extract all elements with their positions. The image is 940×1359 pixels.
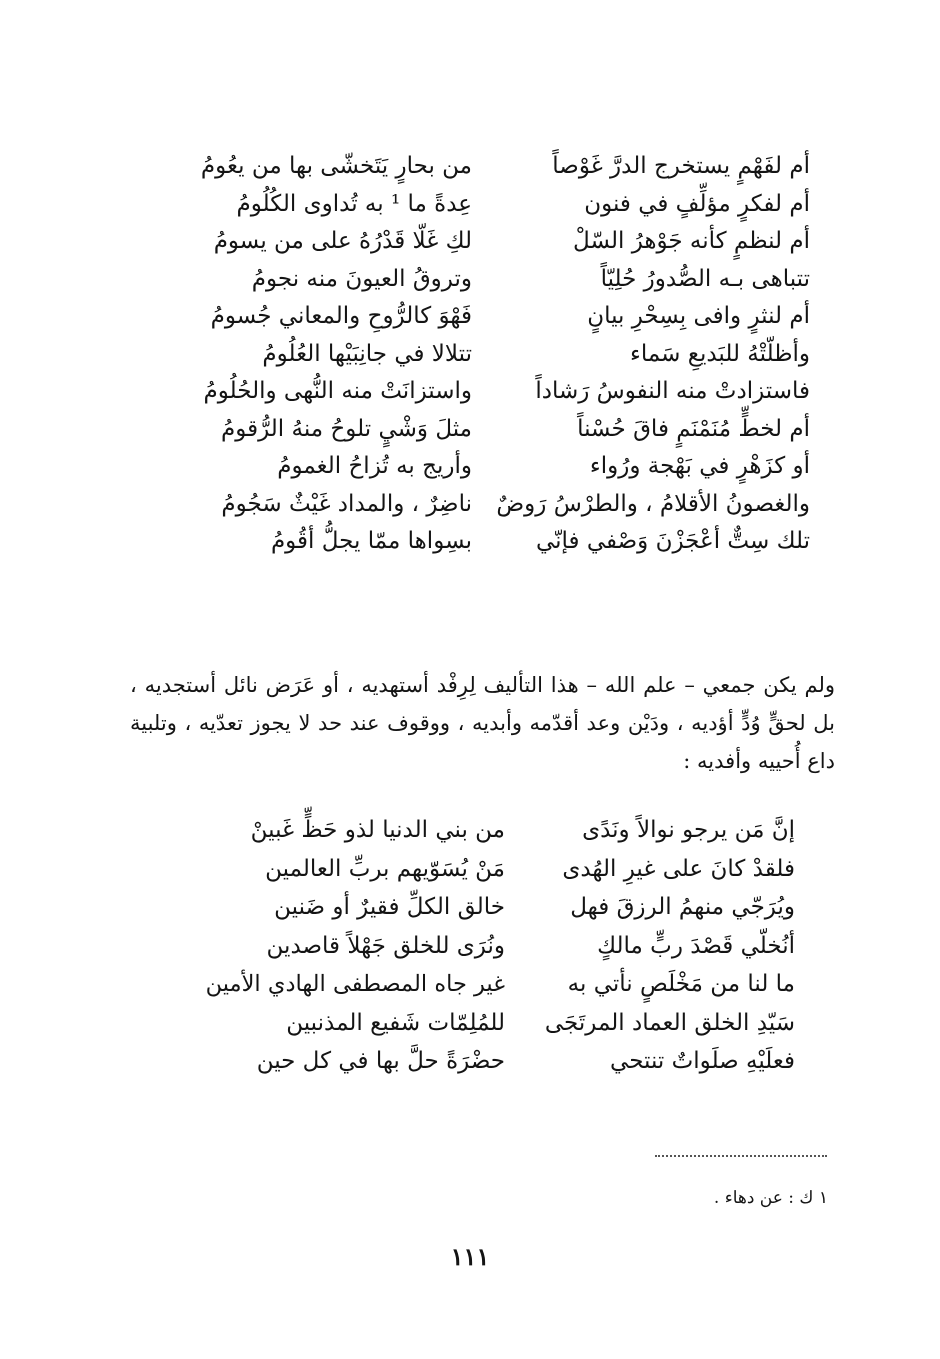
page-number: ١١١ (450, 1242, 490, 1271)
verse-line (190, 928, 795, 967)
verse-line (190, 966, 795, 1005)
verse-first-hemistich: أم لنثرٍ وافى بِسِحْرِ بيانٍ (587, 303, 810, 329)
verse-line (150, 373, 810, 411)
verse-second-hemistich: ونُرَى للخلق جَهْلاً قاصدين (266, 932, 505, 959)
verse-line (150, 148, 810, 186)
verse-second-hemistich: للمُلِمّات شَفيع المذنبين (286, 1009, 505, 1036)
verse-first-hemistich: وأظلّتْهُ للبَديعِ سَماء (630, 340, 810, 367)
verse-line (150, 448, 810, 486)
verse-first-hemistich: أم لخطٍّ مُنَمْنَمٍ فاقَ حُسْناً (577, 415, 810, 442)
verse-line (190, 812, 795, 851)
verse-line (150, 186, 810, 224)
verse-first-hemistich: سَيّدِ الخلق العماد المرتَجَى (544, 1009, 795, 1036)
verse-second-hemistich: حضْرَةً حلَّ بها في كل حين (256, 1048, 505, 1074)
verse-second-hemistich: عِدةً ما ¹ به تُداوى الكُلُومُ (236, 190, 472, 217)
verse-first-hemistich: فاستزادتْ منه النفوسُ رَشاداً (535, 378, 810, 404)
prose-text: ولم يكن جمعي – علم الله – هذا التأليف لِرِفْد أستهديه ، أو عَرَض نائل أستجديه ، بل لحقٍّ وُدٍّ أؤديه ، ودَيْن وعد أقدّمه وأبديه ، ووقوف عند حد لا يجوز تعدّيه ، وتلبية داع أُحييه وأفديه : (130, 673, 835, 773)
verse-second-hemistich: تتلالا في جانِبَيْها العُلُومُ (262, 340, 472, 367)
verse-line (190, 851, 795, 890)
verse-second-hemistich: من بني الدنيا لذو حَظٍّ غَبينْ (250, 817, 505, 843)
verse-second-hemistich: مثلَ وَشْيٍ تلوحُ منهُ الرُّقومُ (220, 415, 472, 442)
verse-second-hemistich: بسِواها ممّا يجلُّ أقُومُ (270, 528, 472, 554)
verse-second-hemistich: وتروقُ العيونَ منه نجومُ (251, 265, 472, 292)
verse-line (150, 336, 810, 374)
verse-line (150, 523, 810, 561)
verse-first-hemistich: أنُخلّي قَصْدَ ربٍّ مالكٍ (597, 932, 795, 959)
verse-second-hemistich: فَهْوَ كالرُّوحِ والمعاني جُسومُ (210, 303, 472, 329)
verse-second-hemistich: لكِ غَلّا قَدْرُهُ على من يسومُ (213, 228, 472, 254)
verse-first-hemistich: أم لنظمٍ كأنه جَوْهرُ السّلْ (573, 228, 810, 254)
verse-second-hemistich: غير جاه المصطفى الهادي الأمين (205, 971, 505, 997)
verse-second-hemistich: وأريج به تُزاحُ الغمومُ (277, 453, 472, 479)
verse-line (150, 411, 810, 449)
verse-first-hemistich: فلقدْ كانَ على غيرِ الهُدى (562, 855, 795, 882)
poem-block-1 (150, 148, 810, 561)
verse-first-hemistich: والغصونُ الأقلامُ ، والطرْسُ رَوضٌ (496, 490, 810, 517)
verse-second-hemistich: ناضِرٌ ، والمداد غَيْثٌ سَجُومُ (221, 490, 472, 517)
verse-second-hemistich: من بحارٍ يَتَخشّى بها من يعُومُ (200, 153, 472, 179)
verse-second-hemistich: خالق الكلِّ فقيرٌ أو ضَنين (274, 894, 505, 920)
footnote: ١ ك : عن دهاء . (713, 1188, 828, 1208)
verse-line (150, 223, 810, 261)
verse-first-hemistich: أو كزَهْرٍ في بَهْجة ورُواء (589, 453, 810, 479)
verse-first-hemistich: ويُرَجّي منهمُ الرزقَ فهل (570, 894, 795, 920)
verse-first-hemistich: أم لفكرٍ مؤلِّفٍ في فنون (584, 190, 810, 217)
verse-first-hemistich: إنَّ مَن يرجو نوالاً ونَدًى (582, 817, 795, 843)
verse-first-hemistich: فعلَيْهِ صلَواتٌ تنتحي (610, 1048, 795, 1074)
verse-line (190, 889, 795, 928)
verse-first-hemistich: تتباهى بـه الصُّدورُ حُلِيّاً (600, 265, 810, 292)
poem-block-2 (190, 812, 795, 1082)
verse-line (190, 1005, 795, 1044)
verse-line (150, 486, 810, 524)
prose-paragraph (130, 666, 835, 780)
verse-first-hemistich: أم لفَهْمٍ يستخرج الدرَّ غَوْصاً (552, 153, 810, 179)
footnote-separator (655, 1155, 827, 1157)
verse-first-hemistich: تلك سِتٌّ أعْجَزْنَ وَصْفي فإنّي (535, 528, 810, 554)
verse-second-hemistich: مَنْ يُسَوّيهم بربِّ العالمين (265, 855, 505, 882)
verse-line (190, 1043, 795, 1082)
verse-first-hemistich: ما لنا من مَخْلَصٍ نأتي به (567, 971, 795, 997)
verse-line (150, 298, 810, 336)
verse-second-hemistich: واستزانَتْ منه النُّهى والحُلُومُ (203, 378, 472, 404)
verse-line (150, 261, 810, 299)
